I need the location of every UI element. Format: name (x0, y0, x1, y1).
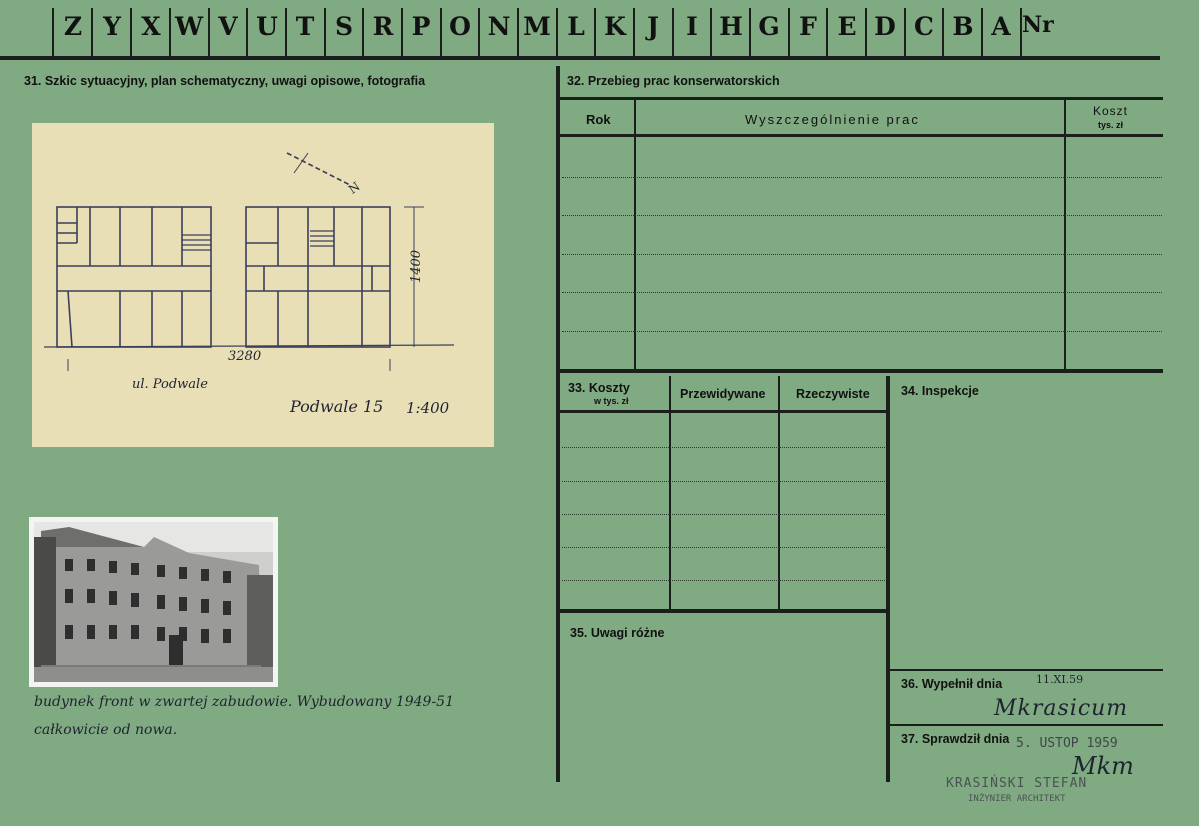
header-letter: W (174, 12, 204, 41)
header-letter: L (567, 12, 585, 41)
section-36-title: 36. Wypełnił dnia (901, 677, 1003, 691)
section-32-col-divider (1064, 100, 1066, 370)
header-letter: M (523, 12, 551, 41)
stamp-title: INŻYNIER ARCHITEKT (968, 794, 1066, 804)
ruled-line (562, 547, 885, 548)
header-nr-label: Nr (1022, 12, 1054, 38)
header-letter: Z (63, 12, 83, 41)
description-note-line-2: całkowicie od nowa. (34, 722, 178, 738)
ruled-line (562, 447, 885, 448)
header-letter: J (647, 12, 659, 41)
dimension-height: 1400 (409, 249, 425, 284)
header-letter: G (758, 12, 780, 41)
header-letter: R (372, 12, 394, 41)
section-32-bottom-rule (560, 369, 1163, 373)
col-header-przewidywane: Przewidywane (680, 387, 766, 401)
section-34-title: 34. Inspekcje (901, 384, 979, 398)
section-32-col-divider (634, 100, 636, 370)
header-letter: O (449, 12, 471, 41)
col-header-rok: Rok (586, 112, 611, 127)
stamp-name: KRASIŃSKI STEFAN (946, 776, 1088, 791)
ruled-line (562, 254, 1162, 255)
header-letter: B (952, 12, 974, 41)
ruled-line (562, 292, 1162, 293)
header-letter: F (799, 12, 817, 41)
section-37-stamp-date: 5. USTOP 1959 (1016, 736, 1118, 751)
section-34-divider (886, 376, 890, 782)
section-33-col-divider (669, 376, 671, 610)
section-36-top-rule (890, 669, 1163, 671)
col-header-koszt-unit: tys. zł (1098, 120, 1124, 130)
header-letter: H (719, 12, 743, 41)
header-letter: X (141, 12, 161, 41)
header-letter: V (218, 12, 238, 41)
building-photo-image (29, 517, 278, 687)
header-letter: N (487, 12, 511, 41)
sketch-caption-scale: 1:400 (406, 399, 450, 417)
col-header-koszt: Koszt (1093, 104, 1129, 118)
ruled-line (562, 514, 885, 515)
header-letter: S (334, 12, 354, 41)
section-36-signature: Mkrasicum (994, 696, 1129, 721)
header-letter: P (411, 12, 431, 41)
building-photo (29, 517, 278, 687)
site-plan-sketch (32, 123, 494, 447)
ruled-line (562, 580, 885, 581)
header-letter: A (991, 12, 1011, 41)
header-letter: I (686, 12, 698, 41)
sketch-caption-name: Podwale 15 (290, 397, 384, 416)
description-note-line-1: budynek front w zwartej zabudowie. Wybudowany 1949-51 (34, 694, 454, 710)
section-37-top-rule (890, 724, 1163, 726)
section-33-col-divider (778, 376, 780, 610)
main-column-divider (556, 66, 560, 782)
header-letter: K (604, 12, 626, 41)
col-header-wyszczegolnienie: Wyszczególnienie prac (745, 112, 920, 127)
header-bottom-rule (0, 56, 1160, 60)
section-32-table-top-rule (560, 97, 1163, 100)
header-letter: E (837, 12, 857, 41)
section-35-title: 35. Uwagi różne (570, 626, 665, 640)
section-31-title: 31. Szkic sytuacyjny, plan schematyczny, uwagi opisowe, fotografia (24, 74, 426, 88)
header-letter: U (256, 12, 278, 41)
section-33-unit: w tys. zł (594, 396, 629, 406)
street-label: ul. Podwale (132, 377, 208, 392)
dimension-width: 3280 (228, 349, 262, 364)
ruled-line (562, 177, 1162, 178)
col-header-rzeczywiste: Rzeczywiste (796, 387, 870, 401)
header-letter: C (914, 12, 934, 41)
section-37-signature: Mkm (1072, 752, 1134, 780)
section-33-header-rule (560, 410, 886, 413)
ruled-line (562, 215, 1162, 216)
section-33-bottom-rule (560, 609, 886, 613)
header-letter: T (295, 12, 315, 41)
section-37-title: 37. Sprawdził dnia (901, 732, 1010, 746)
section-32-header-rule (560, 134, 1163, 137)
north-label: N (345, 179, 363, 197)
ruled-line (562, 331, 1162, 332)
section-33-title: 33. Koszty (568, 381, 630, 395)
header-letter: Y (103, 12, 121, 41)
section-36-date: 11.XI.59 (1036, 673, 1084, 686)
header-letter: D (874, 12, 896, 41)
ruled-line (562, 481, 885, 482)
section-32-title: 32. Przebieg prac konserwatorskich (567, 74, 780, 88)
